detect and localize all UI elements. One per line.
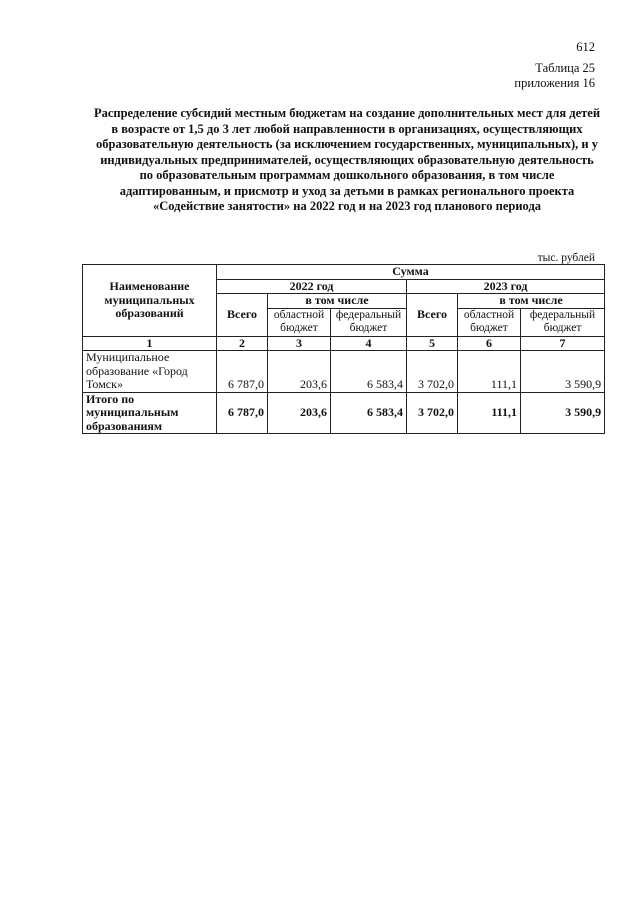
- col-number: 1: [83, 336, 217, 351]
- header-regional-2022: областной бюджет: [268, 308, 331, 336]
- total-row: [83, 392, 605, 434]
- table-reference: [514, 61, 595, 91]
- header-federal-2022: федеральный бюджет: [331, 308, 407, 336]
- header-incl-2022: в том числе: [268, 294, 407, 309]
- units-label: тыс. рублей: [537, 252, 595, 264]
- cell-value: 6 583,4: [331, 351, 407, 393]
- cell-value: 3 702,0: [407, 351, 458, 393]
- total-value: 6 787,0: [217, 392, 268, 434]
- document-title: Распределение субсидий местным бюджетам на создание дополнительных мест для детей в возрасте от 1,5 до 3 лет любой направленности в организациях, осуществляющих образовательную деятельность (за исключением государственных, муниципальных), и у индивидуальных предпринимателей, осуществляющих образовательную деятельность по образовательным программам дошкольного образования, в том числе адаптированным, и присмотр и уход за детьми в рамках регионального проекта «Содействие занятости» на 2022 год и на 2023 год планового периода: [93, 106, 601, 213]
- cell-value: 203,6: [268, 351, 331, 393]
- row-municipality-name: Муниципальное образование «Город Томск»: [83, 351, 217, 393]
- table-reference-line1: Таблица 25: [535, 61, 595, 75]
- header-federal-2023: федеральный бюджет: [521, 308, 605, 336]
- total-value: 6 583,4: [331, 392, 407, 434]
- cell-value: 3 590,9: [521, 351, 605, 393]
- total-value: 3 590,9: [521, 392, 605, 434]
- subsidy-table: [82, 264, 605, 434]
- total-value: 203,6: [268, 392, 331, 434]
- header-sum: Сумма: [217, 265, 605, 280]
- table-reference-line2: приложения 16: [514, 76, 595, 90]
- header-year-2022: 2022 год: [217, 279, 407, 294]
- cell-value: 6 787,0: [217, 351, 268, 393]
- col-number: 4: [331, 336, 407, 351]
- total-value: 3 702,0: [407, 392, 458, 434]
- header-total-2022: Всего: [217, 294, 268, 337]
- col-number: 6: [458, 336, 521, 351]
- total-row-label: Итого по муниципальным образованиям: [83, 392, 217, 434]
- cell-value: 111,1: [458, 351, 521, 393]
- col-number: 7: [521, 336, 605, 351]
- col-number: 3: [268, 336, 331, 351]
- page-number: 612: [576, 40, 595, 54]
- table-row: [83, 351, 605, 393]
- column-number-row: [83, 336, 605, 351]
- header-incl-2023: в том числе: [458, 294, 605, 309]
- header-regional-2023: областной бюджет: [458, 308, 521, 336]
- header-year-2023: 2023 год: [407, 279, 605, 294]
- header-total-2023: Всего: [407, 294, 458, 337]
- col-number: 5: [407, 336, 458, 351]
- col-number: 2: [217, 336, 268, 351]
- total-value: 111,1: [458, 392, 521, 434]
- header-municipality: Наименование муниципальных образований: [83, 265, 217, 337]
